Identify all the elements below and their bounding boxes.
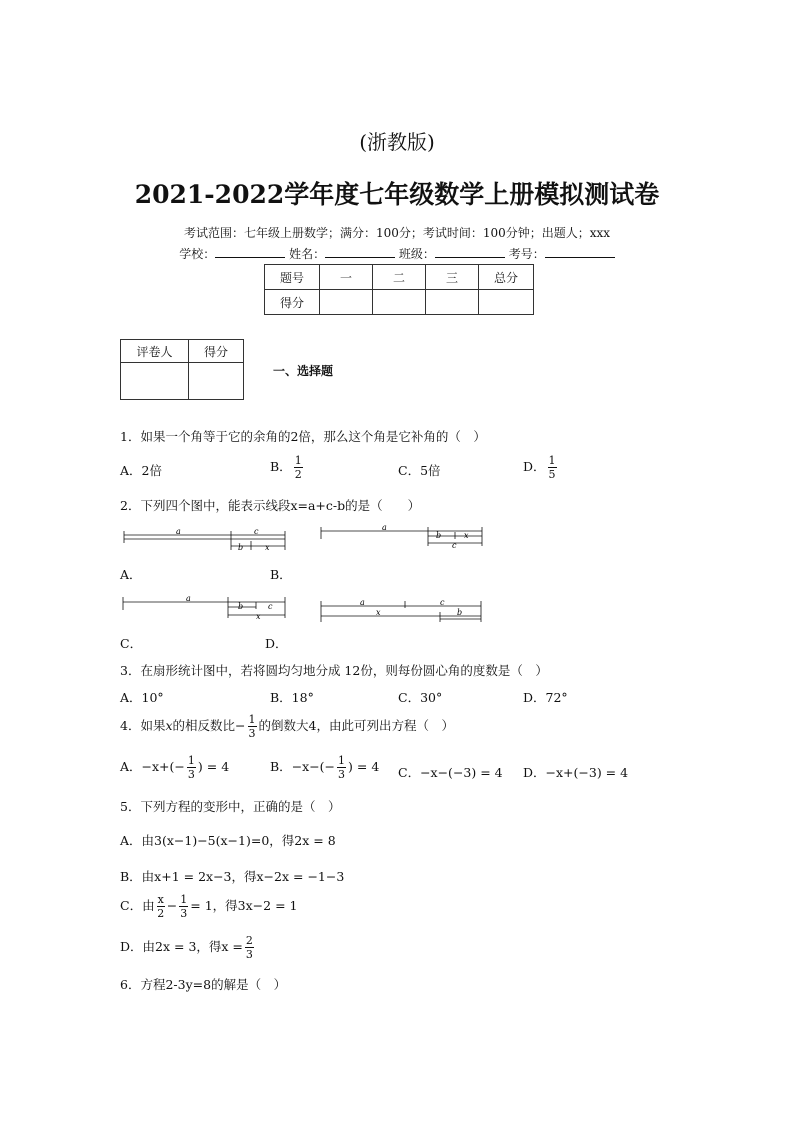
option-a[interactable]: A．−x+(− $\frac{1}{3}$ ) = 4 bbox=[120, 754, 230, 781]
name-blank[interactable] bbox=[325, 247, 395, 258]
question-5: 5．下列方程的变形中，正确的是（ ） bbox=[120, 799, 341, 814]
id-label: 考号： bbox=[508, 247, 545, 261]
label-c: c bbox=[452, 541, 457, 550]
class-blank[interactable] bbox=[435, 247, 505, 258]
fraction: $\frac{2}{3}$ bbox=[245, 934, 253, 961]
score-cell[interactable] bbox=[320, 290, 373, 315]
fraction: $\frac{1}{3}$ bbox=[187, 754, 195, 781]
option-b[interactable]: B．−x−(− $\frac{1}{3}$ ) = 4 bbox=[270, 754, 380, 781]
option-a[interactable]: A．10° bbox=[120, 690, 164, 705]
option-c[interactable]: C． bbox=[120, 636, 143, 651]
class-label: 班级： bbox=[398, 247, 435, 261]
label-x: x bbox=[256, 612, 261, 621]
section-title: 一、选择题 bbox=[273, 364, 334, 378]
option-c[interactable]: C．5倍 bbox=[398, 463, 441, 478]
school-blank[interactable] bbox=[215, 247, 285, 258]
diagram-d bbox=[318, 596, 488, 626]
name-label: 姓名： bbox=[289, 247, 326, 261]
school-label: 学校： bbox=[179, 247, 216, 261]
option-a[interactable]: A．由3(x−1)−5(x−1)=0，得2x = 8 bbox=[120, 833, 336, 848]
question-3: 3．在扇形统计图中，若将圆均匀地分成 12份，则每份圆心角的度数是（ ） bbox=[120, 663, 548, 678]
option-b[interactable]: B． $\frac{1}{2}$ bbox=[270, 454, 302, 481]
label-c: c bbox=[440, 598, 445, 607]
grader-cell[interactable] bbox=[121, 363, 189, 400]
grader-cell[interactable] bbox=[189, 363, 244, 400]
label-a: a bbox=[382, 523, 387, 532]
score-header: 一 bbox=[320, 265, 373, 290]
label-b: b bbox=[238, 543, 244, 552]
exam-info: 考试范围：七年级上册数学；满分：100分；考试时间：100分钟；出题人；xxx bbox=[183, 226, 611, 240]
edition-subtitle: (浙教版) bbox=[359, 130, 435, 154]
score-cell[interactable] bbox=[426, 290, 479, 315]
score-table bbox=[264, 264, 534, 315]
question-6: 6．方程2-3y=8的解是（ ） bbox=[120, 977, 287, 992]
label-c: c bbox=[254, 527, 259, 536]
diagram-b bbox=[318, 522, 488, 550]
label-b: b bbox=[238, 602, 244, 611]
option-d[interactable]: D．由2x = 3，得x = $\frac{2}{3}$ bbox=[120, 934, 253, 961]
fraction: $\frac{1}{3}$ bbox=[338, 754, 346, 781]
diagram-c bbox=[120, 592, 290, 622]
score-cell[interactable] bbox=[373, 290, 426, 315]
score-cell[interactable] bbox=[479, 290, 534, 315]
option-d[interactable]: D． bbox=[265, 636, 288, 651]
student-fields bbox=[0, 245, 794, 262]
option-b[interactable]: B．18° bbox=[270, 690, 314, 705]
option-c[interactable]: C．由 $\frac{x}{2}$ − $\frac{1}{3}$ = 1，得3x−2 = 1 bbox=[120, 893, 298, 920]
fraction: $\frac{1}{5}$ bbox=[548, 454, 556, 481]
option-a[interactable]: A．2倍 bbox=[120, 463, 162, 478]
score-header: 题号 bbox=[265, 265, 320, 290]
label-c: c bbox=[268, 602, 273, 611]
label-a: a bbox=[176, 527, 181, 536]
diagram-a bbox=[120, 526, 290, 554]
score-row-label: 得分 bbox=[265, 290, 320, 315]
grader-header: 得分 bbox=[189, 340, 244, 363]
score-header: 二 bbox=[373, 265, 426, 290]
question-1: 1．如果一个角等于它的余角的2倍，那么这个角是它补角的（ ） bbox=[120, 429, 486, 444]
option-d[interactable]: D．−x+(−3) = 4 bbox=[523, 765, 629, 780]
option-c[interactable]: C．30° bbox=[398, 690, 443, 705]
option-a[interactable]: A． bbox=[120, 567, 142, 582]
exam-title: 2021-2022学年度七年级数学上册模拟测试卷 bbox=[134, 180, 660, 209]
option-b[interactable]: B． bbox=[270, 567, 292, 582]
label-x: x bbox=[376, 608, 381, 617]
grader-table bbox=[120, 339, 244, 400]
fraction: $\frac{x}{2}$ bbox=[157, 893, 165, 920]
option-c[interactable]: C．−x−(−3) = 4 bbox=[398, 765, 503, 780]
option-b[interactable]: B．由x+1 = 2x−3，得x−2x = −1−3 bbox=[120, 869, 345, 884]
option-d[interactable]: D． $\frac{1}{5}$ bbox=[523, 454, 556, 481]
fraction: $\frac{1}{3}$ bbox=[248, 713, 256, 740]
score-header: 三 bbox=[426, 265, 479, 290]
fraction: $\frac{1}{2}$ bbox=[294, 454, 302, 481]
grader-header: 评卷人 bbox=[121, 340, 189, 363]
label-x: x bbox=[464, 531, 469, 540]
fraction: $\frac{1}{3}$ bbox=[180, 893, 188, 920]
label-a: a bbox=[186, 594, 191, 603]
question-2: 2．下列四个图中，能表示线段x=a+c-b的是（ ） bbox=[120, 498, 421, 513]
question-4: 4．如果x的相反数比− $\frac{1}{3}$ 的倒数大4，由此可列出方程（ ） bbox=[120, 713, 454, 740]
label-a: a bbox=[360, 598, 365, 607]
score-header: 总分 bbox=[479, 265, 534, 290]
label-b: b bbox=[436, 531, 442, 540]
label-x: x bbox=[265, 543, 270, 552]
label-b: b bbox=[457, 608, 463, 617]
id-blank[interactable] bbox=[545, 247, 615, 258]
option-d[interactable]: D．72° bbox=[523, 690, 568, 705]
